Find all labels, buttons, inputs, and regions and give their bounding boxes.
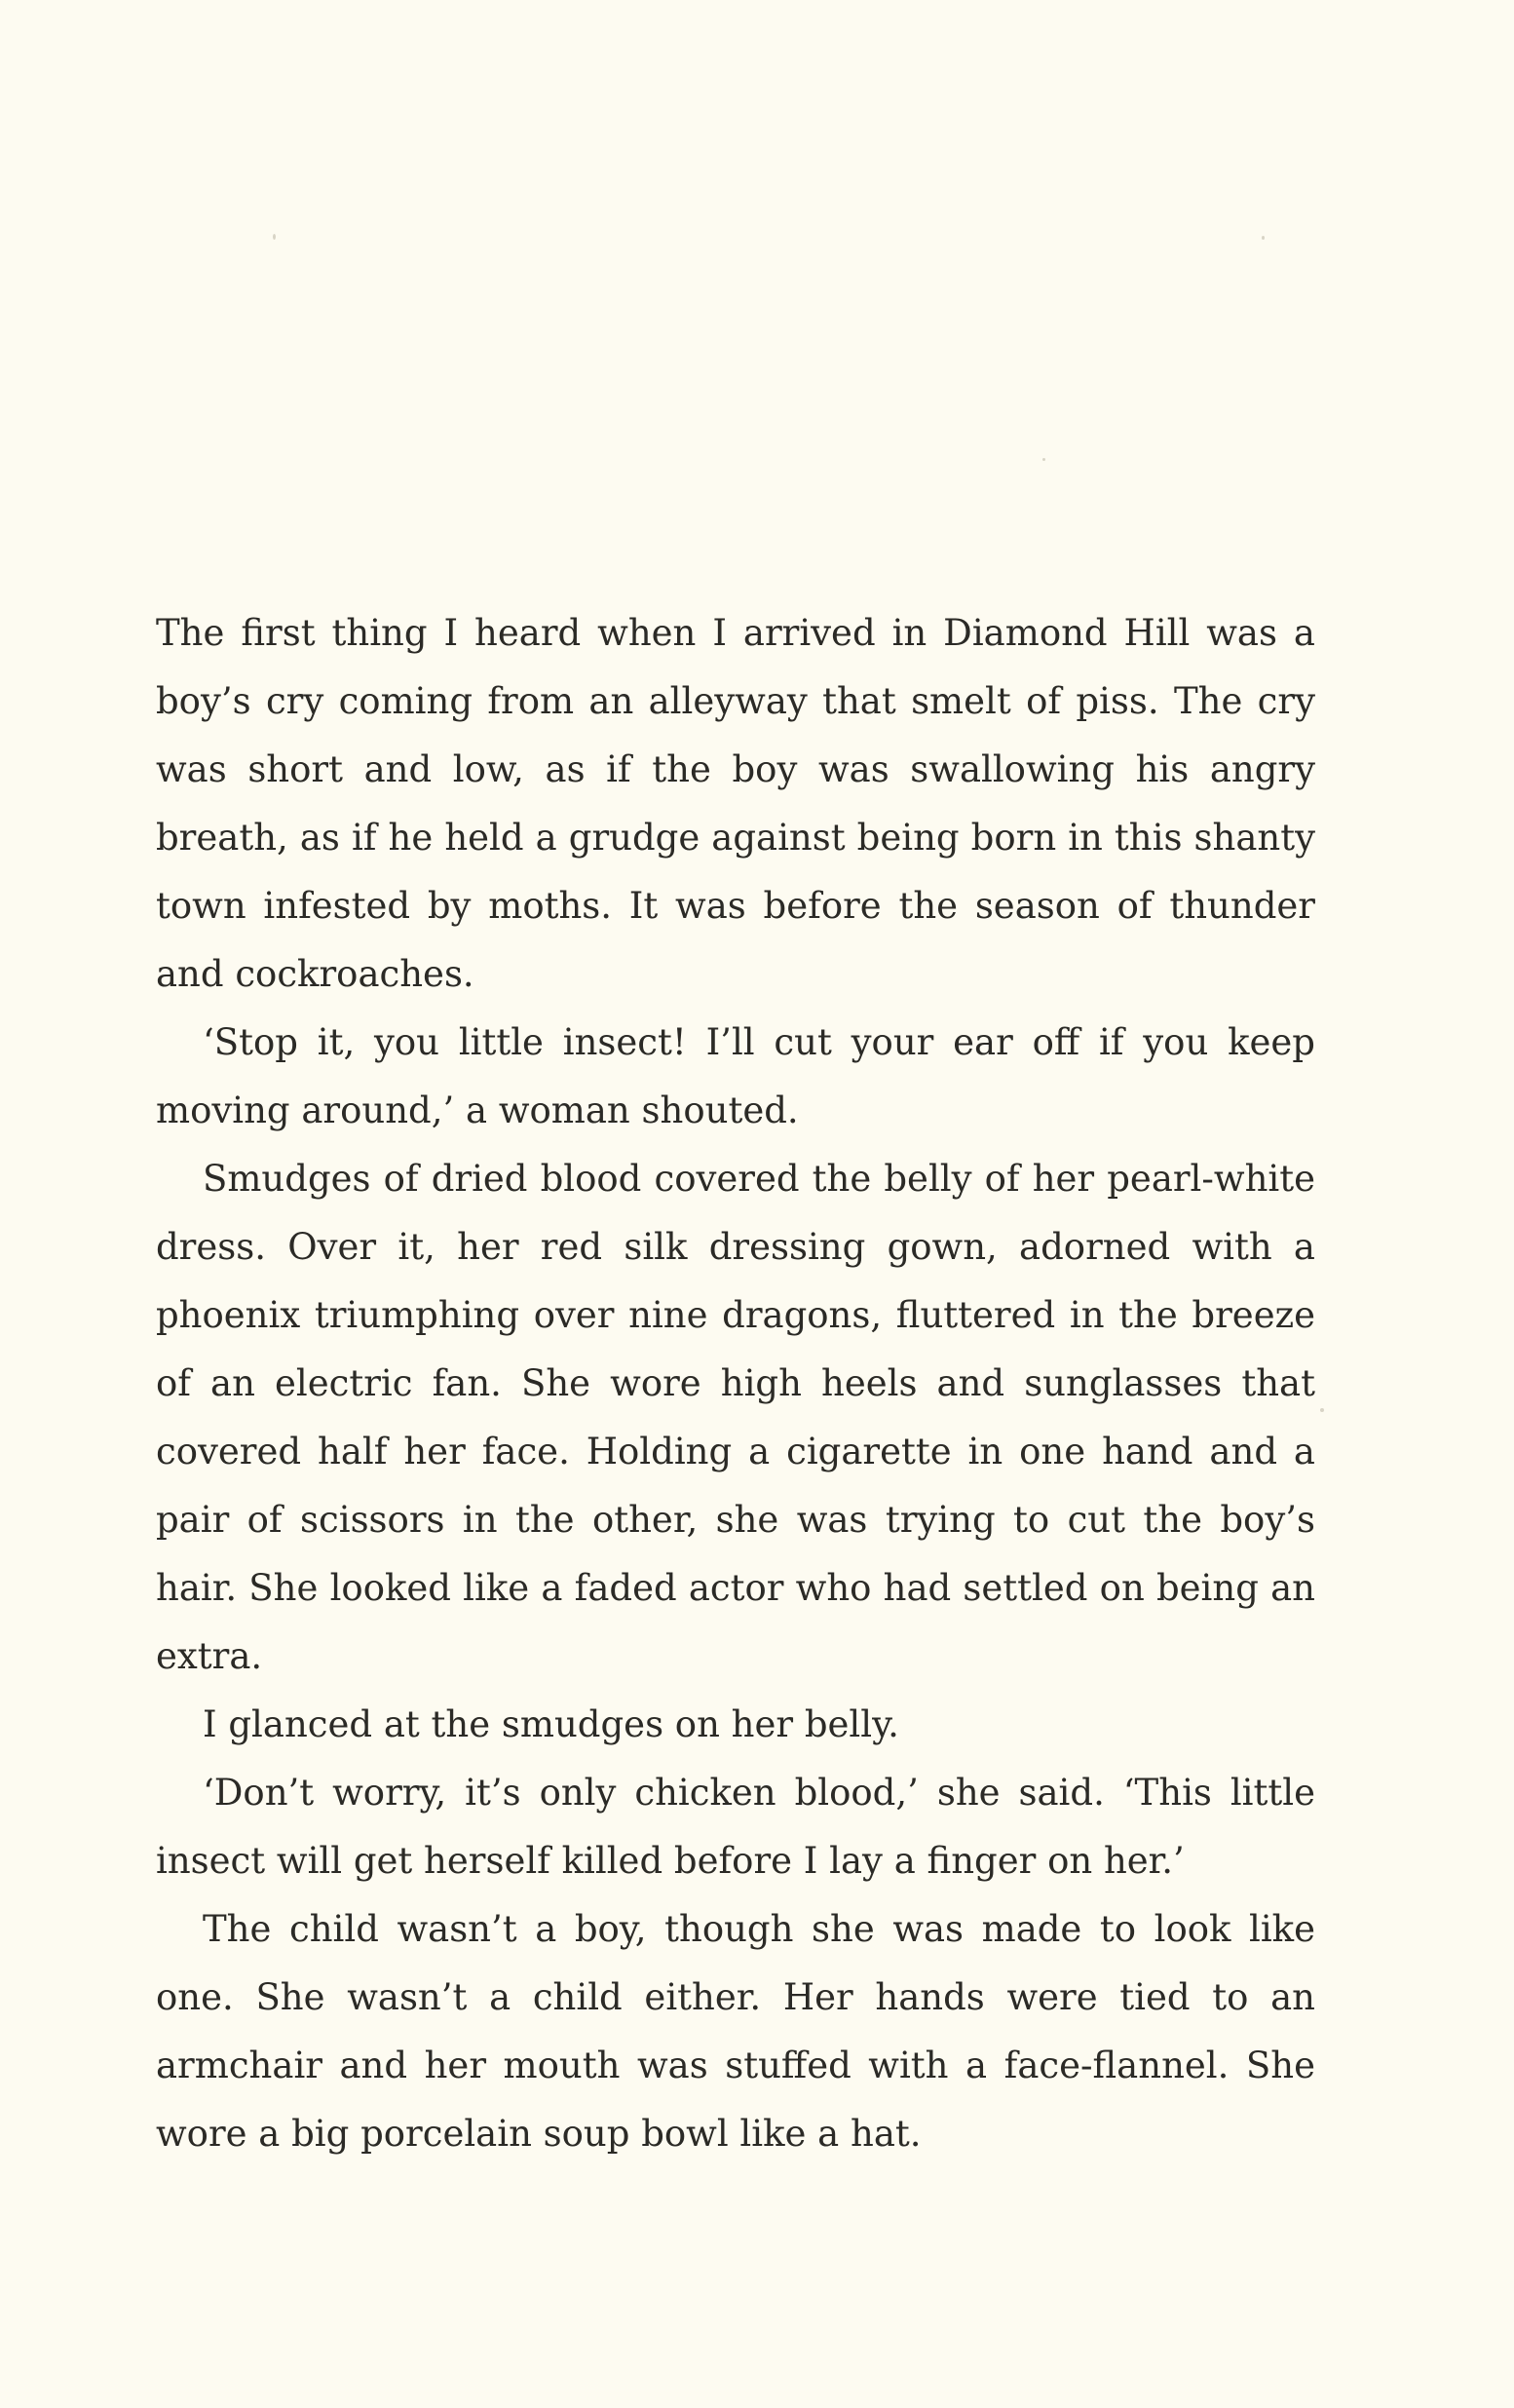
paragraph: I glanced at the smudges on her belly.: [203, 1703, 899, 1745]
paragraph: ‘Don’t worry, it’s only chicken blood,’ she said. ‘This little insect will get herself killed before I lay a finger on her.’: [156, 1772, 1315, 1882]
paragraph: The child wasn’t a boy, though she was made to look like one. She wasn’t a child either. Her hands were tied to an armchair and her mouth was stuffed with a face-flannel. She wore a big porcelain soup bowl like a hat.: [156, 1908, 1315, 2155]
body-text: [156, 599, 1315, 2168]
paper-speck: [1320, 1408, 1324, 1412]
paragraph: Smudges of dried blood covered the belly of her pearl-white dress. Over it, her red silk dressing gown, adorned with a phoenix triumphing over nine dragons, fluttered in the breeze of an electric fan. She wore high heels and sunglasses that covered half her face. Holding a cigarette in one hand and a pair of scissors in the other, she was trying to cut the boy’s hair. She looked like a faded actor who had settled on being an extra.: [156, 1158, 1315, 1677]
paper-speck: [1262, 236, 1265, 240]
paragraph: The first thing I heard when I arrived in Diamond Hill was a boy’s cry coming from an alleyway that smelt of piss. The cry was short and low, as if the boy was swallowing his angry breath, as if he held a grudge against being born in this shanty town infested by moths. It was before the season of thunder and cockroaches.: [156, 612, 1315, 995]
paper-speck: [1042, 458, 1045, 461]
paper-speck: [273, 234, 276, 240]
paragraph: ‘Stop it, you little insect! I’ll cut your ear off if you keep moving around,’ a woman shouted.: [156, 1021, 1315, 1131]
